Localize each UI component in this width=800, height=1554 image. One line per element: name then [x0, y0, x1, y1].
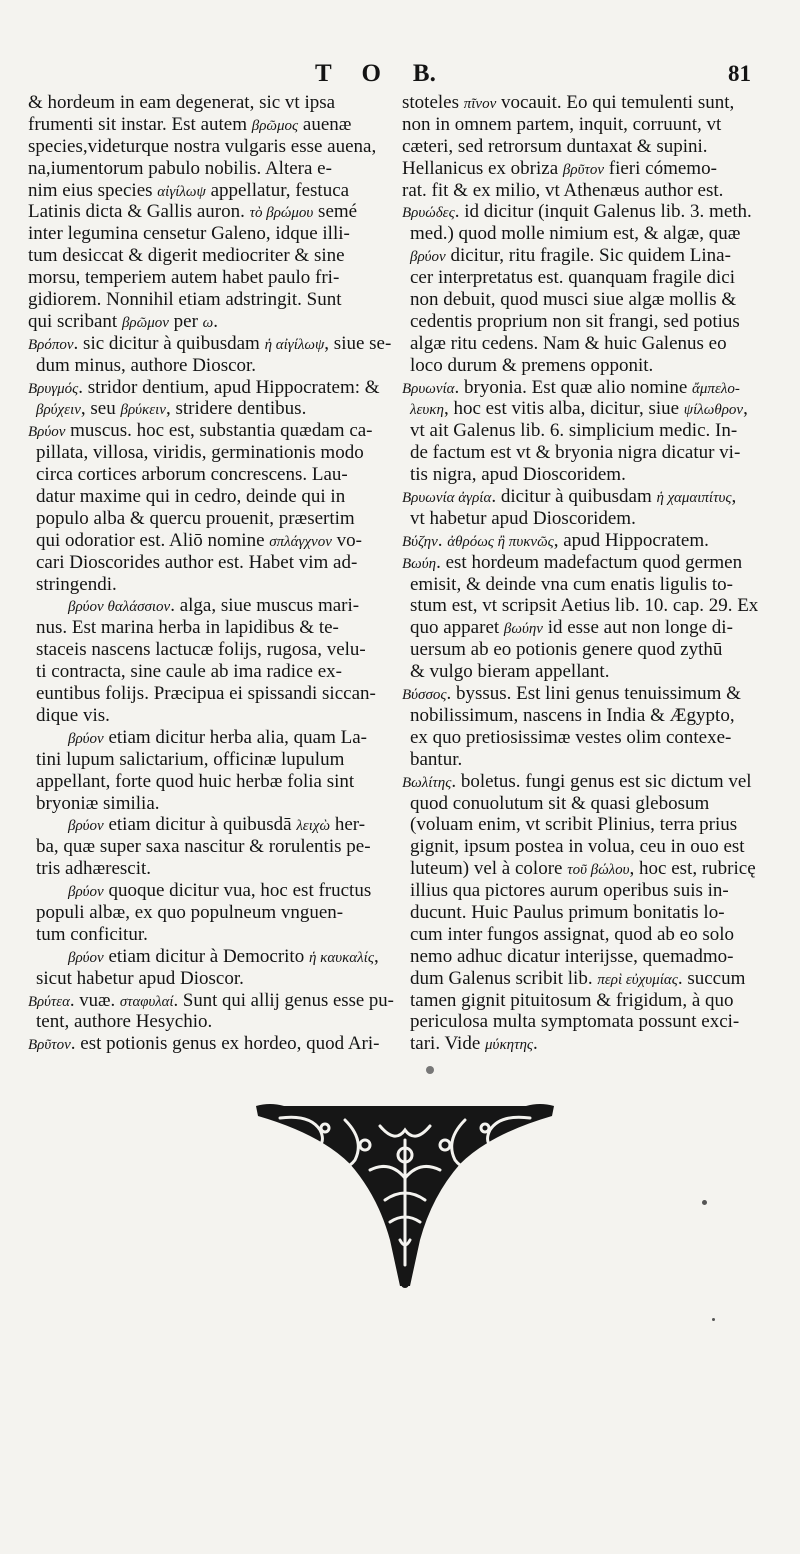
latin-text: na,iumentorum pabulo nobilis. Altera e-	[28, 157, 332, 179]
latin-text: her-	[330, 814, 366, 836]
right-column-text-line	[402, 705, 772, 727]
latin-text: & hordeum in eam degenerat, sic vt ipsa	[28, 92, 336, 113]
greek-term: τοῦ βώλου	[567, 862, 630, 879]
latin-text: . vuæ.	[69, 989, 120, 1011]
latin-text: , apud Hippocratem.	[553, 529, 709, 551]
right-column-text-line	[402, 333, 772, 355]
latin-text: frumenti sit instar. Est autem	[28, 113, 252, 135]
entry-headword: Βρυωνία	[402, 380, 455, 397]
latin-text: . boletus. fungi genus est sic dictum vel	[451, 770, 752, 792]
left-column-text-line	[28, 1033, 394, 1055]
latin-text: ba, quæ super saxa nascitur & rorulentis pe-	[36, 836, 371, 858]
latin-text: cum inter fungos assignat, quod ab eo solo	[410, 923, 735, 945]
latin-text: & vulgo bieram appellant.	[410, 661, 610, 683]
greek-term: βρύον	[68, 818, 104, 835]
right-column-text-line	[402, 311, 772, 333]
left-column-text-line	[28, 201, 394, 223]
latin-text: uersum ab eo potionis genere quod zythū	[410, 639, 723, 661]
left-column-text-line	[28, 836, 394, 858]
right-column-text-line	[402, 398, 772, 420]
latin-text: vocauit. Eo qui temulenti sunt,	[496, 92, 735, 113]
latin-text: Latinis dicta & Gallis auron.	[28, 201, 250, 223]
entry-headword: Βρύον	[28, 424, 66, 441]
latin-text: emisit, & deinde vna cum enatis ligulis to-	[410, 573, 733, 595]
greek-term: ἡ καυκαλίς	[308, 949, 374, 966]
greek-term: βρῦτον	[562, 161, 604, 178]
left-column-text-line	[28, 617, 394, 639]
latin-text: species,videturque nostra vulgaris esse auena,	[28, 135, 377, 157]
right-column-text-line	[402, 836, 772, 858]
right-column-text-line	[402, 442, 772, 464]
right-column-text-line	[402, 420, 772, 442]
latin-text: populo alba & quercu prouenit, præsertim	[36, 507, 355, 529]
latin-text: inter legumina censetur Galeno, idque illi-	[28, 223, 350, 245]
right-column-text-line	[402, 486, 772, 508]
greek-term: ω	[202, 314, 214, 331]
right-column-text-line	[402, 1011, 772, 1033]
right-column-text-line	[402, 924, 772, 946]
latin-text: etiam dicitur à quibusdā	[103, 814, 297, 836]
left-column-text-line	[28, 574, 394, 596]
greek-term: τὸ βρώμου	[249, 205, 314, 222]
latin-text: etiam dicitur à Democrito	[103, 945, 309, 967]
latin-text: staceis nascens lactucæ folijs, rugosa, velu-	[36, 639, 366, 661]
left-column-text-line	[28, 661, 394, 683]
ink-speck	[712, 1318, 715, 1321]
latin-text: , siue se-	[324, 332, 392, 354]
greek-term: βρῶμον	[121, 314, 169, 331]
left-column-text-line	[28, 946, 394, 968]
right-column-text-line	[402, 661, 772, 683]
latin-text: , hoc est vitis alba, dicitur, siue	[443, 398, 684, 420]
right-column-text-line	[402, 749, 772, 771]
latin-text: datur maxime qui in cedro, deinde qui in	[36, 486, 346, 508]
greek-term: ἡ χαμαιπίτυς	[656, 490, 732, 507]
left-column-text-line	[28, 639, 394, 661]
right-column-text-line	[402, 223, 772, 245]
latin-text: gidiorem. Nonnihil etiam adstringit. Sunt	[28, 289, 342, 311]
latin-text: appellant, forte quod huic herbæ folia sint	[36, 770, 355, 792]
right-column-text-line	[402, 201, 772, 223]
page-header	[0, 58, 800, 92]
latin-text: id esse aut non longe di-	[542, 617, 733, 639]
latin-text: auenæ	[298, 113, 352, 135]
latin-text: appellatur, festuca	[205, 179, 350, 201]
right-column-text-line	[402, 530, 772, 552]
latin-text: cæteri, sed retrorsum duntaxat & supini.	[402, 135, 708, 157]
latin-text: .	[213, 310, 218, 332]
latin-text: . sic dicitur à quibusdam	[73, 332, 265, 354]
latin-text: euntibus folijs. Præcipua ei spissandi siccan-	[36, 683, 376, 705]
latin-text: quod conuolutum sit & quasi glebosum	[410, 792, 710, 814]
right-column-text-line	[402, 880, 772, 902]
right-column-text-line	[402, 902, 772, 924]
right-column-text-line	[402, 968, 772, 990]
left-column-text-line	[28, 880, 394, 902]
right-column-text-line	[402, 858, 772, 880]
left-column-text-line	[28, 420, 394, 442]
latin-text: tis nigra, apud Dioscoridem.	[410, 464, 626, 486]
right-column-text-line	[402, 595, 772, 617]
latin-text: circa cortices arborum concrescens. Lau-	[36, 464, 348, 486]
latin-text: rat. fit & ex milio, vt Athenæus author est.	[402, 179, 724, 201]
latin-text: ducunt. Huic Paulus primum bonitatis lo-	[410, 901, 725, 923]
left-column-text-line	[28, 968, 394, 990]
right-column-text-line	[402, 990, 772, 1012]
latin-text: Hellanicus ex obriza	[402, 157, 563, 179]
latin-text: stoteles	[402, 92, 464, 113]
latin-text: illius qua pictores aurum operibus suis in-	[410, 880, 729, 902]
latin-text: tari. Vide	[410, 1033, 486, 1055]
greek-term: βρῶμος	[251, 117, 299, 134]
latin-text: . alga, siue muscus mari-	[170, 595, 360, 617]
right-column-text-line	[402, 574, 772, 596]
latin-text: quo apparet	[410, 617, 504, 639]
greek-term: βρύον	[68, 949, 104, 966]
right-column-text-line	[402, 180, 772, 202]
right-column-text-line	[402, 552, 772, 574]
latin-text: cedentis proprium non sit frangi, sed potius	[410, 310, 740, 332]
left-column-text-line	[28, 464, 394, 486]
latin-text: ,	[743, 398, 748, 420]
greek-term: ἡ αἰγίλωψ	[264, 336, 325, 353]
latin-text: quoque dicitur vua, hoc est fructus	[103, 880, 372, 902]
latin-text: nus. Est marina herba in lapidibus & te-	[36, 617, 339, 639]
left-column-text-line	[28, 793, 394, 815]
latin-text: .	[437, 529, 448, 551]
page-number: 81	[728, 61, 751, 86]
latin-text: tent, authore Hesychio.	[36, 1011, 213, 1033]
latin-text: loco durum & premens opponit.	[410, 354, 654, 376]
greek-term: βρύον	[68, 884, 104, 901]
latin-text: cari Dioscorides author est. Habet vim ad-	[36, 551, 358, 573]
left-column-text-line	[28, 223, 394, 245]
latin-text: luteum) vel à colore	[410, 858, 568, 880]
left-column-text-line	[28, 530, 394, 552]
left-column-text-line	[28, 705, 394, 727]
right-column-text-line	[402, 508, 772, 530]
right-column-text-line	[402, 355, 772, 377]
greek-term: βρύον θαλάσσιον	[68, 599, 171, 616]
entry-headword: Βύζην	[402, 533, 438, 550]
greek-term: ἀθρόως ἢ πυκνῶς	[447, 533, 554, 550]
greek-term: περὶ εὐχυμίας	[597, 971, 678, 988]
entry-headword: Βρῦτον	[28, 1037, 71, 1054]
right-column-text-line	[402, 92, 772, 114]
latin-text: cer interpretatus est. quanquam fragile dici	[410, 267, 735, 289]
right-column-text-line	[402, 136, 772, 158]
left-column-text-line	[28, 1011, 394, 1033]
latin-text: , seu	[80, 398, 121, 420]
right-column-text-line	[402, 267, 772, 289]
left-column-text-line	[28, 245, 394, 267]
latin-text: , hoc est, rubricę	[629, 858, 756, 880]
right-column-text-line	[402, 245, 772, 267]
left-column-text-line	[28, 990, 394, 1012]
latin-text: tum desiccat & digerit mediocriter & sine	[28, 245, 345, 267]
latin-text: . est hordeum madefactum quod germen	[436, 551, 743, 573]
running-head-right: B.	[412, 60, 436, 87]
left-column-text-line	[28, 92, 394, 114]
greek-term: ἄμπελο-	[692, 380, 740, 397]
latin-text: dum Galenus scribit lib.	[410, 967, 598, 989]
greek-term: βωύην	[503, 621, 543, 638]
greek-term: βρύχειν	[36, 402, 81, 419]
right-column-text-line	[402, 793, 772, 815]
right-column-text-line	[402, 727, 772, 749]
left-column-text-line	[28, 902, 394, 924]
latin-text: bryoniæ similia.	[36, 792, 160, 814]
greek-term: αἰγίλωψ	[157, 183, 206, 200]
left-column	[28, 92, 394, 1055]
left-column-text-line	[28, 683, 394, 705]
greek-term: λειχὼ	[296, 818, 331, 835]
latin-text: dum minus, authore Dioscor.	[36, 354, 257, 376]
left-column-text-line	[28, 552, 394, 574]
entry-headword: Βωύη	[402, 555, 437, 572]
greek-term: σπλάγχνον	[269, 533, 332, 550]
latin-text: . stridor dentium, apud Hippocratem: &	[78, 376, 380, 398]
latin-text: nobilissimum, nascens in India & Ægypto,	[410, 704, 735, 726]
left-column-text-line	[28, 858, 394, 880]
fleuron-ornament-icon	[250, 1100, 560, 1290]
right-column-text-line	[402, 617, 772, 639]
left-column-text-line	[28, 311, 394, 333]
latin-text: muscus. hoc est, substantia quædam ca-	[65, 420, 373, 442]
latin-text: . id dicitur (inquit Galenus lib. 3. meth.	[454, 201, 752, 223]
latin-text: . Sunt qui allij genus esse pu-	[173, 989, 394, 1011]
latin-text: qui odoratior est. Aliō nomine	[36, 529, 270, 551]
latin-text: tini lupum salictarium, officinæ lupulum	[36, 748, 345, 770]
latin-text: dique vis.	[36, 704, 110, 726]
right-column-text-line	[402, 377, 772, 399]
running-head-left: T O	[315, 60, 393, 87]
greek-term: μύκητης	[485, 1037, 533, 1054]
entry-headword: Βρύτεα	[28, 993, 70, 1010]
latin-text: .	[532, 1033, 538, 1055]
left-column-text-line	[28, 486, 394, 508]
entry-headword: Βρυώδες	[402, 205, 455, 222]
latin-text: algæ ritu cedens. Nam & huic Galenus eo	[410, 332, 727, 354]
entry-headword: Βρόπον	[28, 336, 74, 353]
left-column-text-line	[28, 289, 394, 311]
latin-text: vt ait Galenus lib. 6. simplicium medic. In-	[410, 420, 738, 442]
latin-text: gignit, ipsum postea in volua, ceu in ouo est	[410, 836, 745, 858]
latin-text: (voluam enim, vt scribit Plinius, terra prius	[410, 814, 738, 836]
latin-text: , stridere dentibus.	[165, 398, 307, 420]
latin-text: qui scribant	[28, 310, 122, 332]
right-column-text-line	[402, 683, 772, 705]
latin-text: . dicitur à quibusdam	[491, 486, 657, 508]
latin-text: fieri cómemo-	[604, 157, 717, 179]
greek-term: βρύκειν	[120, 402, 166, 419]
greek-term: λευκη	[410, 402, 444, 419]
latin-text: nim eius species	[28, 179, 158, 201]
latin-text: vt habetur apud Dioscoridem.	[410, 507, 636, 529]
entry-headword: Βύσσος	[402, 687, 447, 704]
greek-term: πῖνον	[463, 96, 497, 112]
right-column-text-line	[402, 289, 772, 311]
ink-speck	[702, 1200, 707, 1205]
latin-text: ,	[373, 945, 379, 967]
right-column-text-line	[402, 814, 772, 836]
greek-term: βρύον	[410, 249, 446, 266]
latin-text: tamen gignit pituitosum & frigidum, à quo	[410, 989, 734, 1011]
left-column-text-line	[28, 114, 394, 136]
left-column-text-line	[28, 180, 394, 202]
latin-text: sicut habetur apud Dioscor.	[36, 967, 244, 989]
latin-text: tum conficitur.	[36, 923, 148, 945]
latin-text: per	[168, 310, 203, 332]
latin-text: nemo adhuc dicatur interijsse, quemadmo-	[410, 945, 734, 967]
latin-text: non in omnem partem, inquit, corruunt, vt	[402, 113, 722, 135]
left-column-text-line	[28, 814, 394, 836]
latin-text: stringendi.	[36, 573, 117, 595]
latin-text: bantur.	[410, 748, 463, 770]
left-column-text-line	[28, 136, 394, 158]
left-column-text-line	[28, 398, 394, 420]
left-column-text-line	[28, 508, 394, 530]
latin-text: . succum	[677, 967, 746, 989]
greek-term: σταφυλαί	[119, 993, 174, 1010]
latin-text: . byssus. Est lini genus tenuissimum &	[446, 683, 741, 705]
right-column-text-line	[402, 946, 772, 968]
left-column-text-line	[28, 771, 394, 793]
left-column-text-line	[28, 727, 394, 749]
greek-term: ψίλωθρον	[683, 402, 744, 419]
left-column-text-line	[28, 377, 394, 399]
left-column-text-line	[28, 924, 394, 946]
latin-text: ex quo pretiosissimæ vestes olim contexe-	[410, 726, 732, 748]
latin-text: tris adhærescit.	[36, 858, 152, 880]
left-column-text-line	[28, 267, 394, 289]
latin-text: non debuit, quod musci siue algæ mollis &	[410, 289, 737, 311]
left-column-text-line	[28, 442, 394, 464]
right-column-text-line	[402, 114, 772, 136]
entry-headword: Βωλίτης	[402, 774, 452, 791]
right-column-text-line	[402, 1033, 772, 1055]
ink-spot	[426, 1066, 434, 1074]
latin-text: semé	[313, 201, 358, 223]
right-column-text-line	[402, 464, 772, 486]
entry-headword: Βρυωνία ἀγρία	[402, 490, 492, 507]
running-head	[315, 60, 436, 88]
latin-text: etiam dicitur herba alia, quam La-	[103, 726, 367, 748]
right-column-text-line	[402, 771, 772, 793]
right-column	[402, 92, 772, 1055]
latin-text: populi albæ, ex quo populneum vnguen-	[36, 901, 344, 923]
latin-text: . est potionis genus ex hordeo, quod Ari-	[70, 1033, 380, 1055]
latin-text: . bryonia. Est quæ alio nomine	[454, 376, 693, 398]
right-column-text-line	[402, 639, 772, 661]
left-column-text-line	[28, 333, 394, 355]
latin-text: stum est, vt scripsit Aetius lib. 10. cap. 29. Ex	[410, 595, 759, 617]
latin-text: ,	[731, 486, 737, 508]
left-column-text-line	[28, 158, 394, 180]
right-column-text-line	[402, 158, 772, 180]
left-column-text-line	[28, 749, 394, 771]
latin-text: med.) quod molle nimium est, & algæ, quæ	[410, 223, 741, 245]
latin-text: ti contracta, sine caule ab ima radice ex-	[36, 661, 342, 683]
latin-text: vo-	[331, 529, 362, 551]
latin-text: periculosa multa symptomata possunt exci-	[410, 1011, 740, 1033]
latin-text: pillata, villosa, viridis, germinationis modo	[36, 442, 364, 464]
latin-text: morsu, temperiem autem habet paulo fri-	[28, 267, 340, 289]
greek-term: βρύον	[68, 730, 104, 747]
latin-text: dicitur, ritu fragile. Sic quidem Lina-	[445, 245, 731, 267]
latin-text: de factum est vt & bryonia nigra dicatur vi-	[410, 442, 741, 464]
left-column-text-line	[28, 355, 394, 377]
entry-headword: Βρυγμός	[28, 380, 79, 397]
left-column-text-line	[28, 595, 394, 617]
